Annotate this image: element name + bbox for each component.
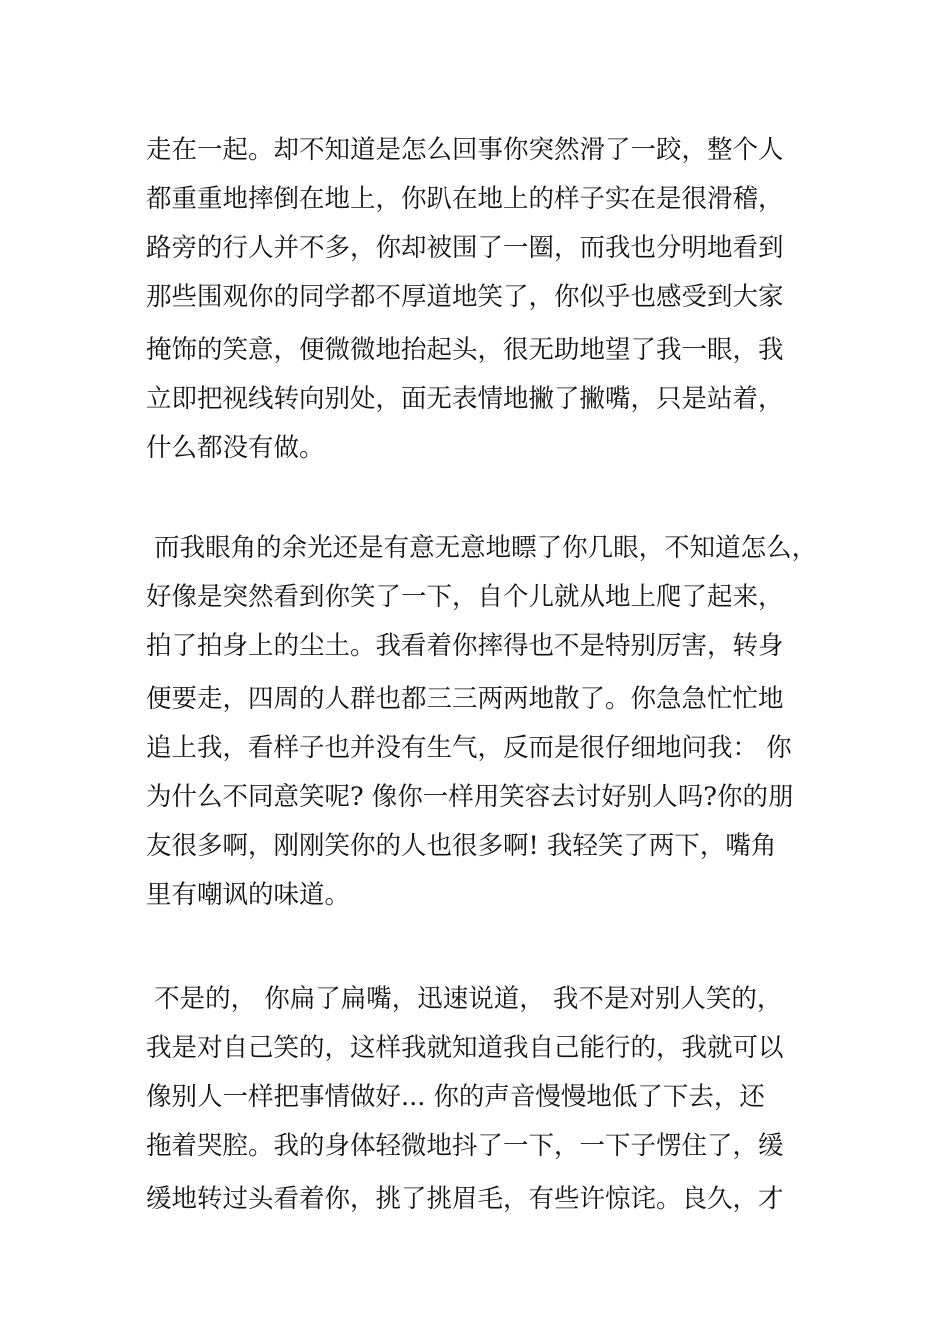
text-line: 我是对自己笑的，这样我就知道我自己能行的，我就可以: [146, 1033, 784, 1063]
text-line: 为什么不同意笑呢? 像你一样用笑容去讨好别人吗?你的朋: [146, 782, 794, 812]
text-line: 追上我，看样子也并没有生气，反而是很仔细地问我： 你: [146, 733, 792, 763]
text-line: 而我眼角的余光还是有意无意地瞟了你几眼，不知道怎么，: [146, 533, 818, 563]
text-line: 掩饰的笑意，便微微地抬起头，很无助地望了我一眼，我: [146, 335, 784, 365]
text-line: 好像是突然看到你笑了一下，自个儿就从地上爬了起来，: [146, 582, 784, 612]
text-line: 里有嘲讽的味道。: [146, 880, 351, 910]
text-line: 像别人一样把事情做好... 你的声音慢慢地低了下去，还: [146, 1082, 765, 1112]
text-line: 都重重地摔倒在地上，你趴在地上的样子实在是很滑稽，: [146, 184, 784, 214]
text-line: 友很多啊，刚刚笑你的人也很多啊! 我轻笑了两下，嘴角: [146, 831, 777, 861]
text-line: 缓地转过头看着你，挑了挑眉毛，有些许惊诧。良久，才: [146, 1184, 784, 1214]
text-line: 走在一起。却不知道是怎么回事你突然滑了一跤，整个人: [146, 135, 784, 165]
text-line: 什么都没有做。: [146, 433, 325, 463]
text-line: 那些围观你的同学都不厚道地笑了，你似乎也感受到大家: [146, 282, 784, 312]
text-line: 拖着哭腔。我的身体轻微地抖了一下，一下子愣住了，缓: [146, 1131, 784, 1161]
text-line: 便要走，四周的人群也都三三两两地散了。你急急忙忙地: [146, 684, 784, 714]
text-line: 路旁的行人并不多，你却被围了一圈，而我也分明地看到: [146, 233, 784, 263]
text-line: 立即把视线转向别处，面无表情地撇了撇嘴，只是站着，: [146, 384, 784, 414]
text-line: 不是的， 你扁了扁嘴，迅速说道， 我不是对别人笑的，: [146, 984, 783, 1014]
text-line: 拍了拍身上的尘土。我看着你摔得也不是特别厉害，转身: [146, 631, 784, 661]
